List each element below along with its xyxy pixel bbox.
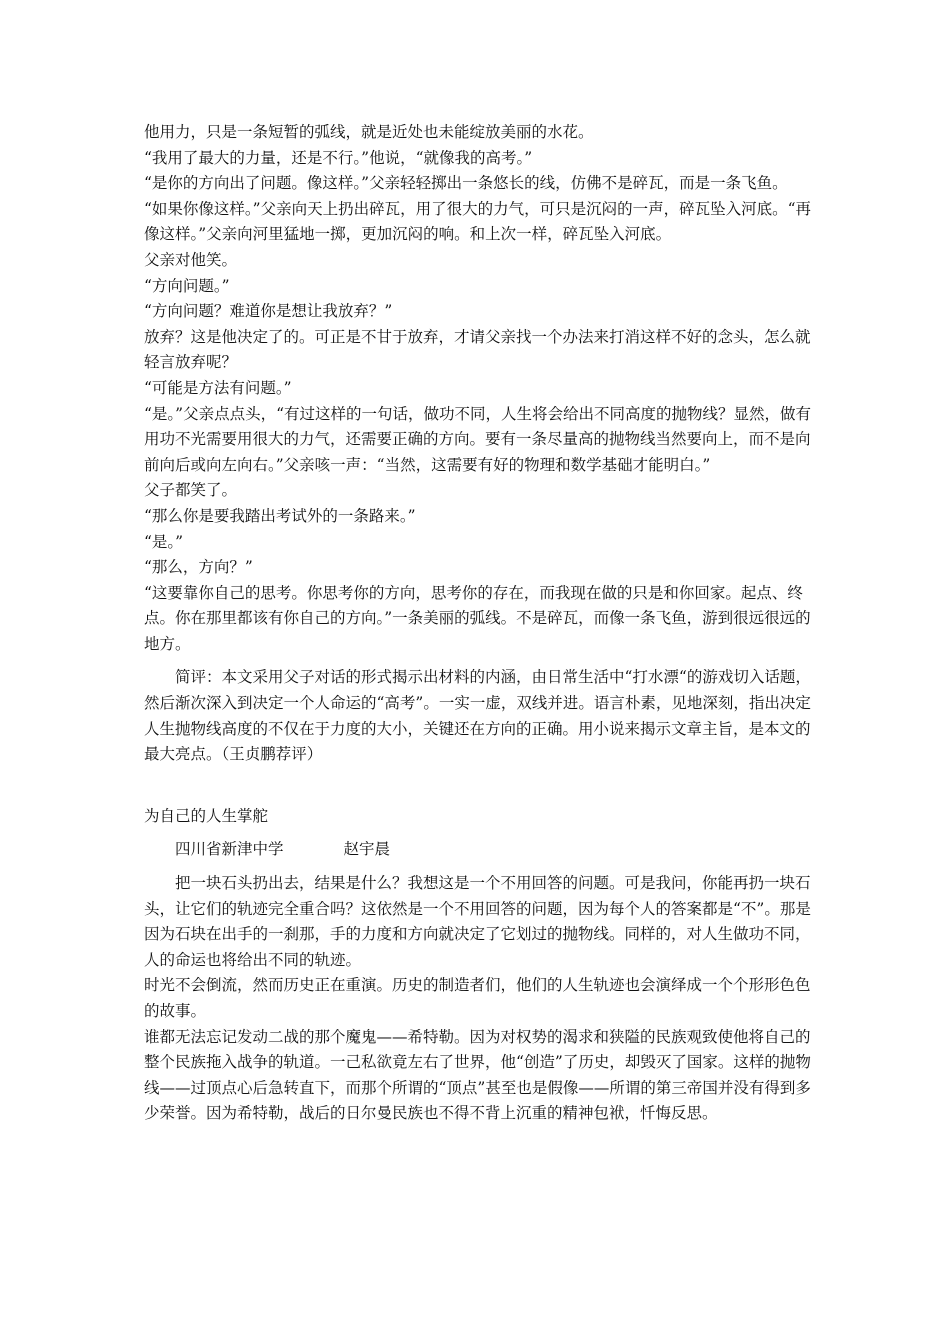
spacer (144, 768, 824, 804)
essay-paragraph-3: 谁都无法忘记发动二战的那个魔鬼——希特勒。因为对权势的渴求和狭隘的民族观致使他将自己的整个民族拖入战争的轨道。一己私欲竟左右了世界，他“创造”了历史，却毁灭了国家。这样的抛物线——过顶点心后急转直下，而那个所谓的“顶点”甚至也是假像——所谓的第三帝国并没有得到多少荣誉。因为希特勒，战后的日尔曼民族也不得不背上沉重的精神包袱，忏悔反思。 (144, 1027, 811, 1123)
school-name: 四川省新津中学 (175, 840, 284, 859)
story-paragraph-1: 他用力，只是一条短暂的弧线，就是近处也未能绽放美丽的水花。 (144, 123, 594, 141)
essay-byline (144, 837, 824, 863)
story-paragraph-11: 父子都笑了。 (144, 481, 238, 500)
story-paragraph-8: 放弃？这是他决定了的。可正是不甘于放弃，才请父亲找一个办法来打消这样不好的念头，怎么就轻言放弃呢？ (144, 327, 811, 372)
editor-comment: 简评：本文采用父子对话的形式揭示出材料的内涵，由日常生活中“打水漂“的游戏切入话题，然后渐次深入到决定一个人命运的“高考”。一实一虚，双线并进。语言朴素，见地深刻，指出决定人生抛物线高度的不仅在于力度的大小，关键还在方向的正确。用小说来揭示文章主旨，是本文的最大亮点。（王贞鹏荐评） (144, 668, 811, 764)
essay-title: 为自己的人生掌舵 (144, 806, 269, 825)
story-paragraph-12: “那么你是要我踏出考试外的一条路来。” (144, 506, 416, 525)
essay-paragraph-2: 时光不会倒流，然而历史正在重演。历史的制造者们，他们的人生轨迹也会演绎成一个个形形色色的故事。 (144, 976, 811, 1020)
story-paragraph-3: “是你的方向出了问题。像这样。”父亲轻轻掷出一条悠长的线，仿佛不是碎瓦，而是一条飞鱼。 (144, 174, 788, 193)
story-paragraph-5: 父亲对他笑。 (144, 250, 238, 269)
essay-paragraph-1: 把一块石头扔出去，结果是什么？我想这是一个不用回答的问题。可是我问，你能再扔一块石头，让它们的轨迹完全重合吗？这依然是一个不用回答的问题，因为每个人的答案都是“不”。那是因为石块在出手的一刹那，手的力度和方向就决定了它划过的抛物线。同样的，对人生做功不同，人的命运也将给出不同的轨迹。 (144, 874, 811, 969)
story-paragraph-13: “是。” (144, 532, 184, 551)
story-paragraph-4: “如果你像这样。”父亲向天上扔出碎瓦，用了很大的力气，可只是沉闷的一声，碎瓦坠入河底。“再像这样。”父亲向河里猛地一掷，更加沉闷的响。和上次一样，碎瓦坠入河底。 (144, 199, 812, 244)
story-paragraph-2: “我用了最大的力量，还是不行。”他说，“就像我的高考。” (144, 148, 533, 167)
story-paragraph-10: “是。”父亲点点头，“有过这样的一句话，做功不同，人生将会给出不同高度的抛物线？显然，做有用功不光需要用很大的力气，还需要正确的方向。要有一条尽量高的抛物线当然要向上，而不是向前向后或向左向右。”父亲咳一声：“当然，这需要有好的物理和数学基础才能明白。” (144, 404, 812, 474)
story-paragraph-9: “可能是方法有问题。” (144, 378, 292, 397)
story-paragraph-14: “那么，方向？” (144, 558, 253, 577)
spacer (144, 657, 824, 665)
story-paragraph-6: “方向问题。” (144, 276, 230, 295)
spacer (144, 863, 824, 871)
document-body (144, 120, 824, 1127)
story-paragraph-7: “方向问题？难道你是想让我放弃？” (144, 302, 393, 321)
spacer (144, 829, 824, 837)
story-paragraph-15: “这要靠你自己的思考。你思考你的方向，思考你的存在，而我现在做的只是和你回家。起点、终点。你在那里都该有你自己的方向。”一条美丽的弧线。不是碎瓦，而像一条飞鱼，游到很远很远的地方。 (144, 583, 811, 653)
author-name: 赵宇晨 (343, 840, 391, 859)
